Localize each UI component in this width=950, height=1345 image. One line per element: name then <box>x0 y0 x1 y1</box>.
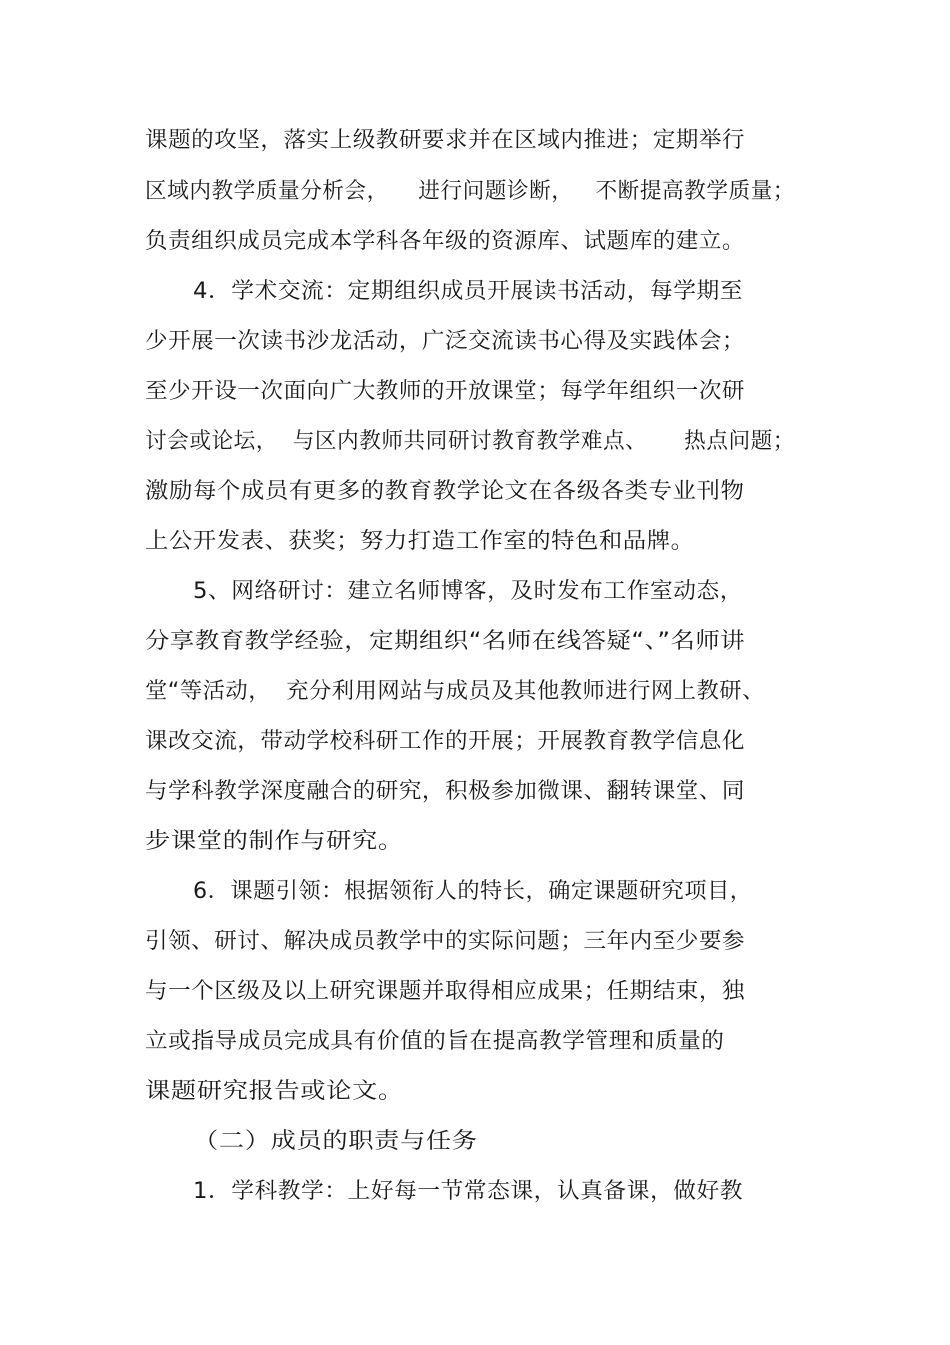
text-line: 立或指导成员完成具有价值的旨在提高教学管理和质量的 <box>145 1029 725 1054</box>
text-line: 课题的攻坚，落实上级教研要求并在区域内推进；定期举行 <box>145 128 746 153</box>
text-line: 分享教育教学经验，定期组织“名师在线答疑“、”名师讲 <box>145 629 746 654</box>
text-line: 上公开发表、获奖；努力打造工作室的特色和品牌。 <box>145 529 695 554</box>
text-line: 5、网络研讨：建立名师博客，及时发布工作室动态， <box>193 579 743 604</box>
text-line: 负责组织成员完成本学科各年级的资源库、试题库的建立。 <box>145 229 746 254</box>
text-line: 至少开设一次面向广大教师的开放课堂；每学年组织一次研 <box>145 379 746 404</box>
text-line: 与学科教学深度融合的研究，积极参加微课、翻转课堂、同 <box>145 779 746 804</box>
section-heading: （二）成员的职责与任务 <box>193 1129 478 1154</box>
text-line: 课题研究报告或论文。 <box>145 1079 404 1104</box>
text-line: 区域内教学质量分析会， 进行问题诊断， 不断提高教学质量； <box>145 179 795 204</box>
text-line: 讨会或论坛， 与区内教师共同研讨教育教学难点、 热点问题； <box>145 429 795 454</box>
text-line: 步课堂的制作与研究。 <box>145 829 404 854</box>
text-line: 少开展一次读书沙龙活动，广泛交流读书心得及实践体会； <box>145 329 746 354</box>
text-line: 课改交流，带动学校科研工作的开展；开展教育教学信息化 <box>145 729 746 754</box>
text-line: 与一个区级及以上研究课题并取得相应成果；任期结束，独 <box>145 979 746 1004</box>
text-line: 引领、研讨、解决成员教学中的实际问题；三年内至少要参 <box>145 929 746 954</box>
text-line: 4．学术交流：定期组织成员开展读书活动，每学期至 <box>193 279 743 304</box>
text-line: 激励每个成员有更多的教育教学论文在各级各类专业刊物 <box>145 479 745 504</box>
text-line: 1．学科教学：上好每一节常态课，认真备课，做好教 <box>193 1179 743 1204</box>
text-line: 6．课题引领：根据领衔人的特长，确定课题研究项目， <box>193 879 753 904</box>
text-line: 堂“等活动， 充分利用网站与成员及其他教师进行网上教研、 <box>145 679 765 704</box>
